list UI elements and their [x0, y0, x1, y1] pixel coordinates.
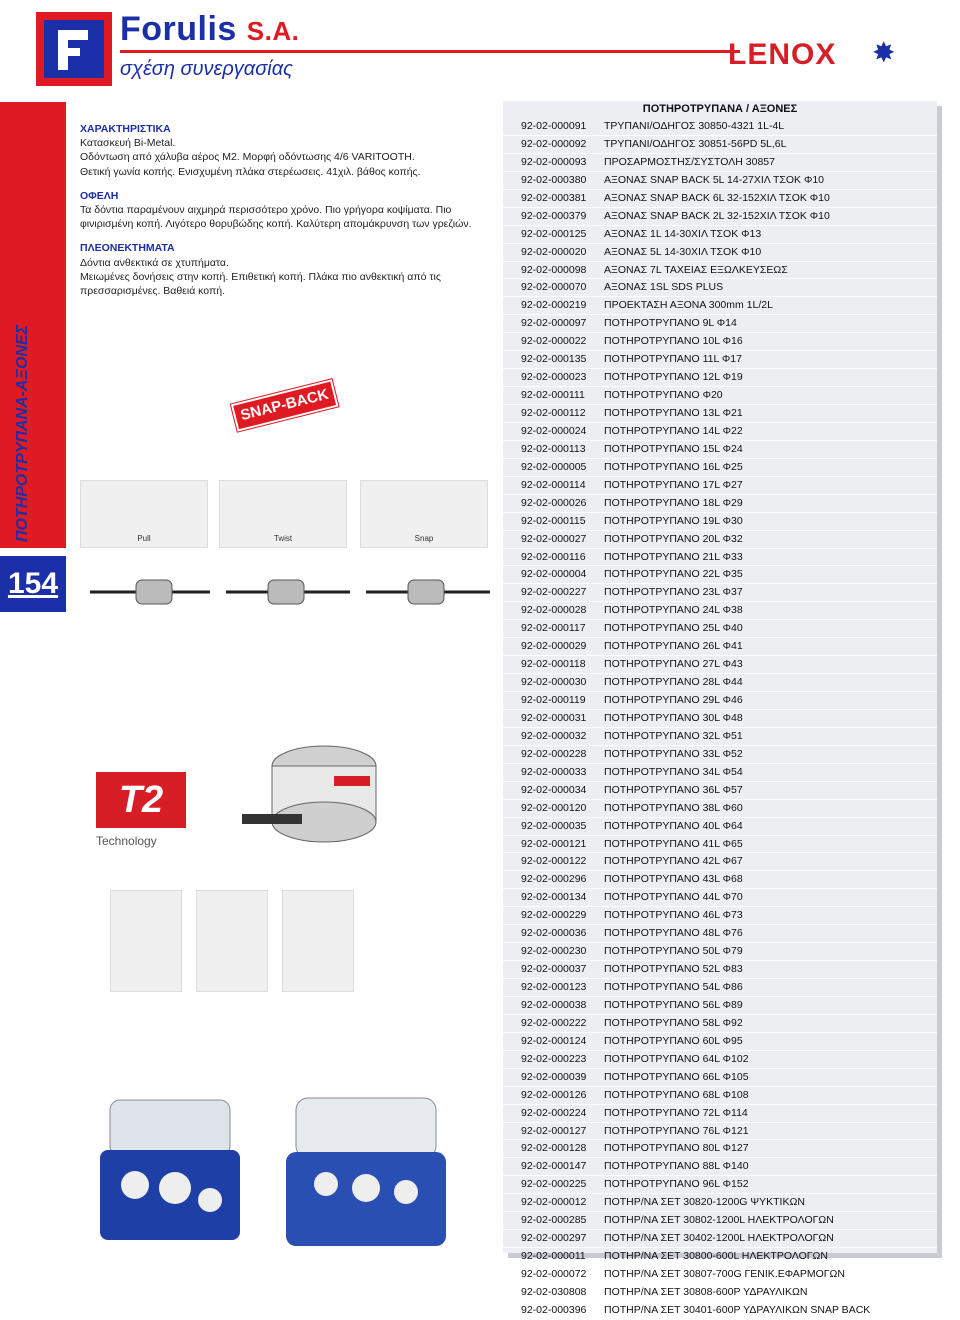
table-row [503, 172, 937, 190]
product-code: 92-02-000115 [521, 514, 586, 527]
table-row [503, 764, 937, 782]
product-code: 92-02-000027 [521, 532, 587, 545]
product-description: ΠΟΤΗΡΟΤΡΥΠΑΝΟ 34L Φ54 [604, 765, 743, 778]
table-row [503, 1302, 937, 1320]
table-row [503, 871, 937, 889]
table-row [503, 836, 937, 854]
product-code: 92-02-000098 [521, 263, 587, 276]
product-code: 92-02-000070 [521, 281, 587, 294]
product-description: ΠΟΤΗΡ/ΝΑ ΣΕΤ 30802-1200L ΗΛΕΚΤΡΟΛΟΓΩΝ [604, 1214, 834, 1227]
table-row [503, 190, 937, 208]
product-description: ΠΟΤΗΡΟΤΡΥΠΑΝΟ 12L Φ19 [604, 371, 743, 384]
advantages-line: πρεσσαρισμένες. Βαθειά κοπή. [80, 285, 226, 298]
category-sidebar [0, 102, 66, 548]
category-title: ΠΟΤΗΡΟΤΡΥΠΑΝΑ-ΑΞΟΝΕΣ [14, 324, 31, 542]
table-row [503, 1051, 937, 1069]
table-row [503, 1087, 937, 1105]
product-description: ΠΟΤΗΡ/ΝΑ ΣΕΤ 30402-1200L ΗΛΕΚΤΡΟΛΟΓΩΝ [604, 1232, 834, 1245]
table-row [503, 1123, 937, 1141]
table-row [503, 262, 937, 280]
table-row [503, 136, 937, 154]
product-code: 92-02-000035 [521, 819, 587, 832]
product-code: 92-02-000091 [521, 120, 587, 132]
product-code: 92-02-000097 [521, 317, 587, 330]
product-description: ΠΟΤΗΡΟΤΡΥΠΑΝΟ 66L Φ105 [604, 1070, 749, 1083]
product-description: ΠΟΤΗΡΟΤΡΥΠΑΝΟ 38L Φ60 [604, 801, 743, 814]
product-code: 92-02-000121 [521, 837, 587, 850]
arbor-icon [366, 580, 490, 604]
table-row [503, 979, 937, 997]
advantages-line: Μειωμένες δονήσεις στην κοπή. Επιθετική κοπή. Πλάκα πιο ανθεκτική από τις [80, 270, 441, 283]
product-code: 92-02-000122 [521, 855, 587, 868]
lenox-logo: LENOX [728, 38, 837, 71]
product-description: ΠΟΤΗΡΟΤΡΥΠΑΝΟ 11L Φ17 [604, 353, 742, 366]
product-code: 92-02-000111 [521, 389, 585, 402]
product-description: ΠΟΤΗΡΟΤΡΥΠΑΝΟ 14L Φ22 [604, 424, 743, 437]
holesaw-usage-photo-2 [196, 890, 268, 992]
product-description: ΑΞΟΝΑΣ SNAP BACK 5L 14-27ΧΙΛ ΤΣΟΚ Φ10 [604, 173, 825, 186]
holesaw-photo [234, 728, 380, 858]
table-row [503, 423, 937, 441]
table-row [503, 692, 937, 710]
table-row [503, 674, 937, 692]
table-row [503, 154, 937, 172]
table-row [503, 351, 937, 369]
table-row [503, 943, 937, 961]
product-description: ΠΟΤΗΡΟΤΡΥΠΑΝΟ 80L Φ127 [604, 1142, 749, 1155]
table-row [503, 566, 937, 584]
product-code: 92-02-000228 [521, 747, 587, 760]
product-code: 92-02-000126 [521, 1088, 587, 1101]
product-code: 92-02-000028 [521, 604, 587, 617]
product-code: 92-02-000134 [521, 891, 587, 904]
product-code: 92-02-000224 [521, 1106, 587, 1119]
product-code: 92-02-000381 [521, 191, 587, 204]
product-code: 92-02-000379 [521, 209, 587, 222]
table-row [503, 746, 937, 764]
table-row [503, 961, 937, 979]
table-row [503, 1069, 937, 1087]
table-row [503, 1194, 937, 1212]
table-row [503, 315, 937, 333]
product-description: ΤΡΥΠΑΝΙ/ΟΔΗΓΟΣ 30851-56PD 5L,6L [604, 137, 787, 150]
product-description: ΠΟΤΗΡΟΤΡΥΠΑΝΟ 41L Φ65 [604, 837, 743, 850]
product-code: 92-02-030808 [521, 1285, 587, 1298]
holesaw-usage-photo-3 [282, 890, 354, 992]
product-description: ΠΟΤΗΡΟΤΡΥΠΑΝΟ 23L Φ37 [604, 586, 743, 599]
product-description: ΠΟΤΗΡΟΤΡΥΠΑΝΟ 56L Φ89 [604, 998, 743, 1011]
features-line: Οδόντωση από χάλυβα αέρος Μ2. Μορφή οδόντωσης 4/6 VARITOOTH. [80, 151, 415, 164]
product-code: 92-02-000285 [521, 1214, 587, 1227]
product-code: 92-02-000119 [521, 694, 586, 706]
table-row [503, 818, 937, 836]
table-row [503, 441, 937, 459]
table-row [503, 584, 937, 602]
lenox-star-icon: ✸ [872, 37, 896, 68]
product-code: 92-02-000229 [521, 909, 587, 922]
product-description: ΑΞΟΝΑΣ 7L ΤΑΧΕΙΑΣ ΕΞΩΛΚΕΥΣΕΩΣ [604, 263, 788, 276]
product-description: ΠΟΤΗΡΟΤΡΥΠΑΝΟ 60L Φ95 [604, 1034, 743, 1047]
product-description: ΠΟΤΗΡΟΤΡΥΠΑΝΟ 42L Φ67 [604, 855, 743, 868]
brand-divider [120, 50, 740, 53]
table-row [503, 620, 937, 638]
table-row [503, 1266, 937, 1284]
table-row [503, 297, 937, 315]
table-row [503, 477, 937, 495]
product-code: 92-02-000038 [521, 998, 587, 1011]
product-code: 92-02-000092 [521, 137, 587, 150]
table-row [503, 638, 937, 656]
table-row [503, 333, 937, 351]
product-code: 92-02-000396 [521, 1303, 587, 1316]
product-description: ΠΟΤΗΡΟΤΡΥΠΑΝΟ 25L Φ40 [604, 622, 743, 635]
table-row [503, 495, 937, 513]
product-code: 92-02-000125 [521, 227, 587, 240]
page-header [0, 0, 960, 100]
product-description: ΠΟΤΗΡΟΤΡΥΠΑΝΟ 43L Φ68 [604, 873, 743, 886]
table-row [503, 118, 937, 136]
table-row [503, 1248, 937, 1266]
product-description: ΠΟΤΗΡΟΤΡΥΠΑΝΟ 54L Φ86 [604, 981, 743, 993]
brand-slogan: σχέση συνεργασίας [120, 58, 293, 80]
product-code: 92-02-000031 [521, 711, 587, 724]
product-code: 92-02-000297 [521, 1232, 587, 1245]
product-description: ΠΟΤΗΡΟΤΡΥΠΑΝΟ 36L Φ57 [604, 783, 743, 796]
product-code: 92-02-000117 [521, 622, 586, 635]
table-row [503, 1230, 937, 1248]
table-row [503, 208, 937, 226]
product-code: 92-02-000296 [521, 873, 587, 886]
product-description: ΠΟΤΗΡΟΤΡΥΠΑΝΟ Φ20 [604, 389, 723, 402]
product-description: ΠΟΤΗΡΟΤΡΥΠΑΝΟ 9L Φ14 [604, 317, 737, 330]
product-description: ΠΟΤΗΡΟΤΡΥΠΑΝΟ 32L Φ51 [604, 729, 743, 742]
table-row [503, 369, 937, 387]
product-code: 92-02-000120 [521, 801, 587, 814]
product-description: ΠΟΤΗΡΟΤΡΥΠΑΝΟ 96L Φ152 [604, 1178, 749, 1191]
table-row [503, 279, 937, 297]
product-description: ΠΟΤΗΡΟΤΡΥΠΑΝΟ 30L Φ48 [604, 711, 743, 724]
product-description: ΠΟΤΗΡΟΤΡΥΠΑΝΟ 13L Φ21 [604, 407, 743, 419]
product-description: ΠΟΤΗΡΟΤΡΥΠΑΝΟ 48L Φ76 [604, 927, 743, 940]
table-row [503, 1015, 937, 1033]
table-row [503, 889, 937, 907]
product-code: 92-02-000223 [521, 1052, 587, 1065]
product-description: ΠΟΤΗΡ/ΝΑ ΣΕΤ 30808-600P ΥΔΡΑΥΛΙΚΩΝ [604, 1285, 808, 1298]
product-description: ΠΟΤΗΡΟΤΡΥΠΑΝΟ 40L Φ64 [604, 819, 743, 832]
product-code: 92-02-000219 [521, 299, 587, 312]
product-description: ΠΡΟΣΑΡΜΟΣΤΗΣ/ΣΥΣΤΟΛΗ 30857 [604, 155, 775, 168]
product-description: ΠΟΤΗΡΟΤΡΥΠΑΝΟ 21L Φ33 [604, 550, 743, 563]
page-number: 154 [0, 556, 66, 612]
product-description: ΠΟΤΗΡΟΤΡΥΠΑΝΟ 20L Φ32 [604, 532, 743, 545]
product-description: ΠΟΤΗΡΟΤΡΥΠΑΝΟ 16L Φ25 [604, 460, 743, 473]
product-description [80, 122, 490, 298]
features-line: Κατασκευή Bi-Metal. [80, 137, 176, 150]
product-description: ΠΟΤΗΡΟΤΡΥΠΑΝΟ 50L Φ79 [604, 945, 743, 958]
product-code: 92-02-000005 [521, 460, 587, 473]
product-code: 92-02-000118 [521, 658, 586, 671]
product-code: 92-02-000222 [521, 1016, 587, 1029]
product-code: 92-02-000128 [521, 1142, 587, 1155]
table-row [503, 1212, 937, 1230]
product-description: ΠΟΤΗΡΟΤΡΥΠΑΝΟ 76L Φ121 [604, 1124, 749, 1137]
product-code: 92-02-000033 [521, 765, 587, 778]
product-code: 92-02-000039 [521, 1070, 587, 1083]
product-description: ΑΞΟΝΑΣ SNAP BACK 2L 32-152ΧΙΛ ΤΣΟΚ Φ10 [604, 209, 830, 222]
table-row [503, 387, 937, 405]
product-description: ΠΟΤΗΡΟΤΡΥΠΑΝΟ 46L Φ73 [604, 909, 743, 922]
table-row [503, 459, 937, 477]
table-row [503, 1284, 937, 1302]
table-title: ΠΟΤΗΡΟΤΡΥΠΑΝΑ / ΑΞΟΝΕΣ [642, 103, 798, 115]
table-row [503, 907, 937, 925]
product-code: 92-02-000004 [521, 568, 587, 581]
product-description: ΠΟΤΗΡ/ΝΑ ΣΕΤ 30800-600L ΗΛΕΚΤΡΟΛΟΓΩΝ [604, 1250, 828, 1263]
step-pull-photo: Pull [80, 480, 208, 548]
holesaw-kit-blue-photo [90, 1090, 250, 1250]
product-description: ΠΟΤΗΡΟΤΡΥΠΑΝΟ 33L Φ52 [604, 747, 743, 760]
product-description: ΠΟΤΗΡΟΤΡΥΠΑΝΟ 27L Φ43 [604, 658, 743, 671]
benefits-heading: ΟΦΕΛΗ [80, 189, 119, 202]
product-description: ΠΟΤΗΡ/ΝΑ ΣΕΤ 30401-600P ΥΔΡΑΥΛΙΚΩΝ SNAP BACK [604, 1303, 871, 1316]
product-description: ΠΟΤΗΡΟΤΡΥΠΑΝΟ 28L Φ44 [604, 676, 743, 689]
table-row [503, 1158, 937, 1176]
advantages-line: Δόντια ανθεκτικά σε χτυπήματα. [80, 256, 229, 269]
product-description: ΠΟΤΗΡΟΤΡΥΠΑΝΟ 10L Φ16 [604, 335, 743, 348]
product-code: 92-02-000026 [521, 496, 587, 509]
product-code: 92-02-000093 [521, 155, 587, 168]
product-description: ΠΟΤΗΡΟΤΡΥΠΑΝΟ 72L Φ114 [604, 1106, 748, 1119]
product-code: 92-02-000037 [521, 963, 587, 976]
product-description: ΠΟΤΗΡΟΤΡΥΠΑΝΟ 26L Φ41 [604, 640, 743, 653]
features-heading: ΧΑΡΑΚΤΗΡΙΣΤΙΚΑ [80, 123, 171, 135]
table-row [503, 602, 937, 620]
table-row [503, 1033, 937, 1051]
brand-name: Forulis S.A. [120, 10, 300, 48]
table-row [503, 1176, 937, 1194]
product-code: 92-02-000114 [521, 478, 586, 491]
table-row [503, 531, 937, 549]
product-description: ΠΟΤΗΡΟΤΡΥΠΑΝΟ 88L Φ140 [604, 1160, 749, 1173]
holesaw-usage-photo-1 [110, 890, 182, 992]
product-code: 92-02-000012 [521, 1196, 587, 1209]
table-row [503, 800, 937, 818]
product-code: 92-02-000072 [521, 1268, 587, 1280]
step-twist-photo: Twist [219, 480, 347, 548]
product-description: ΠΟΤΗΡΟΤΡΥΠΑΝΟ 58L Φ92 [604, 1016, 743, 1029]
product-description: ΠΟΤΗΡΟΤΡΥΠΑΝΟ 29L Φ46 [604, 694, 743, 706]
table-row [503, 853, 937, 871]
product-code: 92-02-000380 [521, 173, 587, 186]
product-description: ΤΡΥΠΑΝΙ/ΟΔΗΓΟΣ 30850-4321 1L-4L [604, 120, 785, 132]
product-description: ΠΟΤΗΡΟΤΡΥΠΑΝΟ 15L Φ24 [604, 442, 743, 455]
product-code: 92-02-000227 [521, 586, 587, 599]
product-code: 92-02-000032 [521, 729, 587, 742]
features-line: Θετική γωνία κοπής. Ενισχυμένη πλάκα στερέωσεις. 41χιλ. βάθος κοπής. [80, 165, 421, 178]
forulis-logo-icon [36, 12, 112, 86]
table-row [503, 405, 937, 423]
product-code: 92-02-000147 [521, 1160, 587, 1173]
product-description: ΠΟΤΗΡΟΤΡΥΠΑΝΟ 22L Φ35 [604, 568, 743, 581]
product-code: 92-02-000024 [521, 424, 587, 437]
product-code: 92-02-000123 [521, 981, 587, 993]
product-description: ΠΟΤΗΡΟΤΡΥΠΑΝΟ 17L Φ27 [604, 478, 743, 491]
product-code: 92-02-000011 [521, 1250, 586, 1263]
step-snap-photo: Snap [360, 480, 488, 548]
product-table [503, 101, 937, 1316]
product-code: 92-02-000135 [521, 353, 587, 366]
table-row [503, 782, 937, 800]
t2-caption: Technology [96, 834, 157, 848]
product-description: ΠΡΟΕΚΤΑΣΗ ΑΞΟΝΑ 300mm 1L/2L [604, 299, 773, 312]
product-description: ΠΟΤΗΡΟΤΡΥΠΑΝΟ 52L Φ83 [604, 963, 743, 976]
product-description: ΠΟΤΗΡΟΤΡΥΠΑΝΟ 44L Φ70 [604, 891, 743, 904]
holesaw-kit-case-photo [276, 1092, 456, 1252]
table-row [503, 1105, 937, 1123]
product-code: 92-02-000127 [521, 1124, 587, 1137]
product-code: 92-02-000023 [521, 371, 587, 384]
product-description: ΠΟΤΗΡΟΤΡΥΠΑΝΟ 64L Φ102 [604, 1052, 749, 1065]
snap-back-badge: SNAP-BACK [228, 371, 335, 436]
product-code: 92-02-000034 [521, 783, 587, 796]
product-code: 92-02-000029 [521, 640, 587, 653]
table-row [503, 656, 937, 674]
product-code: 92-02-000030 [521, 676, 587, 689]
table-row [503, 728, 937, 746]
product-code: 92-02-000022 [521, 335, 587, 348]
product-description: ΑΞΟΝΑΣ 1SL SDS PLUS [604, 281, 724, 294]
table-row [503, 244, 937, 262]
advantages-heading: ΠΛΕΟΝΕΚΤΗΜΑΤΑ [80, 242, 175, 255]
product-code: 92-02-000116 [521, 550, 586, 563]
table-row [503, 710, 937, 728]
product-code: 92-02-000124 [521, 1034, 587, 1047]
table-row [503, 925, 937, 943]
table-row [503, 1140, 937, 1158]
product-code: 92-02-000020 [521, 245, 587, 258]
product-description: ΠΟΤΗΡΟΤΡΥΠΑΝΟ 19L Φ30 [604, 514, 743, 527]
product-description: ΑΞΟΝΑΣ 5L 14-30ΧΙΛ ΤΣΟΚ Φ10 [604, 245, 762, 258]
table-row [503, 513, 937, 531]
table-row [503, 549, 937, 567]
product-code: 92-02-000036 [521, 927, 587, 940]
benefits-line: φινιρισμένη κοπή. Λιγότερο θορυβώδης κοπή. Καλύτερη απομάκρυνση των γρεζιών. [80, 218, 472, 231]
arbor-icon [90, 580, 210, 604]
t2-badge: T2 [96, 772, 186, 828]
benefits-line: Τα δόντια παραμένουν αιχμηρά περισσότερο χρόνο. Πιο γρήγορα κοψίματα. Πιο [80, 204, 452, 217]
product-code: 92-02-000112 [521, 407, 586, 419]
table-row [503, 226, 937, 244]
arbor-icon [226, 580, 350, 604]
product-code: 92-02-000230 [521, 945, 587, 958]
product-code: 92-02-000225 [521, 1178, 587, 1191]
table-row [503, 997, 937, 1015]
product-description: ΠΟΤΗΡΟΤΡΥΠΑΝΟ 18L Φ29 [604, 496, 743, 509]
product-description: ΠΟΤΗΡ/ΝΑ ΣΕΤ 30820-1200G ΨΥΚΤΙΚΩΝ [604, 1196, 805, 1209]
product-description: ΑΞΟΝΑΣ 1L 14-30ΧΙΛ ΤΣΟΚ Φ13 [604, 227, 762, 240]
product-description: ΠΟΤΗΡ/ΝΑ ΣΕΤ 30807-700G ΓΕΝΙΚ.ΕΦΑΡΜΟΓΩΝ [604, 1268, 845, 1280]
arbor-photos [86, 572, 496, 612]
product-description: ΠΟΤΗΡΟΤΡΥΠΑΝΟ 68L Φ108 [604, 1088, 749, 1101]
product-code: 92-02-000113 [521, 442, 586, 455]
product-description: ΠΟΤΗΡΟΤΡΥΠΑΝΟ 24L Φ38 [604, 604, 743, 617]
product-description: ΑΞΟΝΑΣ SNAP BACK 6L 32-152ΧΙΛ ΤΣΟΚ Φ10 [604, 191, 830, 204]
table-body [503, 118, 937, 1320]
